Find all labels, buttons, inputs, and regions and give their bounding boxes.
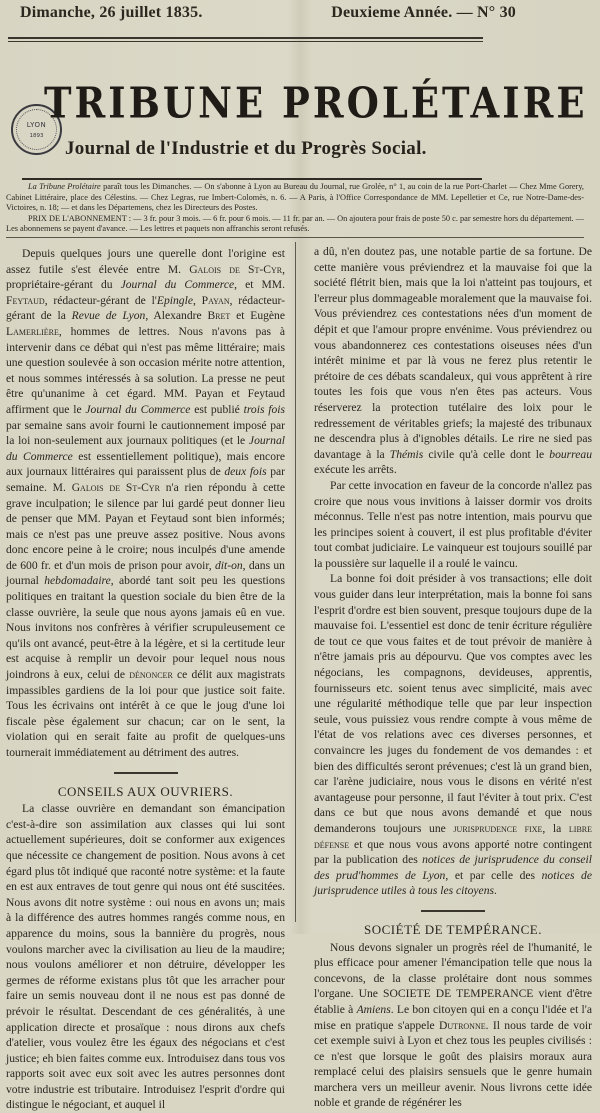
header-rule xyxy=(8,37,483,42)
issue-number: Deuxieme Année. — N° 30 xyxy=(331,4,516,21)
article-temperance-paragraph: Nous devons signaler un progrès réel de l'humanité, le plus efficace pour amener l'émancipation telle que nous la concevons, de la classe prolétaire dont nous sommes l'organe. Une SOCIETE DE TEMPERANCE vient d'être établie à Amiens. Le bon citoyen qui en a conçu l'idée et l'a mise en pratique s'appele Dutronne. Il nous tarde de voir cet exemple suivi à Lyon et chez tous les peuples civilisés : ce n'est que lorsque le goût des plaisirs moraux aura remplacé celui des plaisirs sensuels que le genre humain marchera vers un meilleur avenir. Nous livrons cette idée noble et grande de régénérer les xyxy=(314,940,593,1110)
article-bonne-foi-paragraph: La bonne foi doit présider à vos transactions; elle doit vous guider dans leur interprétation, mais la bonne foi sans l'esprit d'ordre est bien souvent, presque toujours dupe de la mauvaise foi. L'essentiel est donc de tenir écriture régulière de tout ce que vous faites et de tout prévoir de manière à n'être jamais pris au dépourvu. Que vos comptes avec les négocians, les compagnons, devideuses, apprentis, fournisseurs etc. soient tenus avec simplicité, mais avec une régularité méthodique telle que par leur inspection seule, vous puissiez vous rendre compte à vous même de l'état de vos relations avec ces diverses personnes, et convaincre les juges du fondement de vos demandes : et bien des difficultés seront prévenues; c'est là un grand bien, car l'arène judiciaire, nous vous le disons en vérité n'est avantageuse pour personne, il faut l'éviter à tout prix. C'est dans ce but que nous avons demandé et que nous demanderons toujours une jurisprudence fixe, la libre défense et que nous vous avons apporté notre contingent par la publication des notices de jurisprudence du conseil des prud'hommes de Lyon, et par celle des notices de jurisprudence utiles à tous les citoyens. xyxy=(314,572,593,898)
stamp-year: 1893 xyxy=(29,132,44,139)
notice-line-2: PRIX DE L'ABONNEMENT : — 3 fr. pour 3 mois. — 6 fr. pour 6 mois. — 11 fr. par an. — On ajoutera pour frais de poste 50 c. par semestre hors du département. — Les abonnemens se payent d'avance. — Les lettres et paquets non affranchis seront refusés. xyxy=(6,213,584,234)
notice-rule xyxy=(6,237,584,238)
article-concorde-paragraph: Par cette invocation en faveur de la concorde n'allez pas croire que nous vous invitions à laisser dormir vos droits méconnus. Telle n'est pas notre intention, mais pourvu que les principes soient à couvert, il est plus profitable d'éviter tout combat judiciaire. Le vainqueur est toujours souillé par la poussière sur laquelle il a roulé le vaincu. xyxy=(314,478,592,570)
dateline xyxy=(20,4,580,22)
article-continued-paragraph: a dû, n'en doutez pas, une notable partie de sa fortune. De cette manière vous préviendrez et la mauvaise foi que la société flétrit bien, mais que la loi n'atteint pas toujours, et l'erreur plus dommageable moralement que la mauvaise foi. Vous préviendrez ces contestations nées d'un moment de dépit et que l'amour propre envénime. Vous préviendrez ou vous abandonnerez ces contestations oiseuses nées d'un intérêt minime et par là vous ne ferez plus retentir le prétoire de ces débats scandaleux, qui vous apprêtent à rire toutes les fois que vous n'en êtes pas acteurs. Vous réserverez la protection tutélaire des loix pour le redressement de véritables griefs; la majesté des tribunaux ne descendra plus à d'ignobles détails. Le rire ne sied pas davantage à la Thémis civile qu'à celle dont le bourreau exécute les arrêts. xyxy=(314,245,592,477)
article-galois-paragraph: Depuis quelques jours une querelle dont l'origine est assez futile s'est élevée entre M. Galois de St-Cyr, propriétaire-gérant du Journal du Commerce, et MM. Feytaud, rédacteur-gérant de l'Epingle, Payan, rédacteur-gérant de la Revue de Lyon, Alexandre Bret et Eugène Lamerlière, hommes de lettres. Nous n'avons pas à intervenir dans ce débat qui n'est pas même littéraire; mais une question soulevée à son occasion mérite notre attention, et nous sommes intéressés à sa solution. La presse ne peut être qu'unanime à cet égard. MM. Payan et Feytaud affirment que le Journal du Commerce est publié trois fois par semaine sans avoir fourni le cautionnement imposé par la loi non-seulement aux journaux politiques (et le Journal du Commerce est essentiellement politique), mais encore aux journaux littéraires qui paraissent plus de deux fois par semaine. M. Galois de St-Cyr n'a rien répondu à cette grave inculpation; le silence par lui gardé peut donner lieu de penser que MM. Payan et Feytaud sont bien informés; mais ce n'est pas une preuve assez positive. Nous avons donc encore peine à le croire; nous inculpés d'une amende de 600 fr. et d'un mois de prison pour avoir, dit-on, dans un journal hebdomadaire, abordé tant soit peu les questions politiques en traitant la question sociale du bien être de la classe ouvrière, la seule que nous ayons jamais eû en vue. Nous invitons nos confrères à vérifier scrupuleusement ce qu'ils ont avancé, peut-être à la légère, et si la certitude leur est acquise à remplir un devoir pour lequel nous nous joindrons à eux, celui de dénoncer ce délit aux magistrats impassibles gardiens de la loi pour que justice soit faite. Tous les écrivains ont intérêt à ce que le joug d'une loi fiscale pèse également sur chacun; car on le sent, la violation qui en serait faite au profit de quelques-uns tournerait immédiatement au détriment des autres. xyxy=(6,247,286,759)
notice-text: paraît tous les Dimanches. — On s'abonne à Lyon au Bureau du Journal, rue Grolée, n° 1, au coin de la rue Port-Charlet — Chez Mme Gorery, Cabinet Littéraire, place des Célestins. — Chez Legras, rue Imbert-Colomès, n. 6. — A Paris, à l'Office Correspondance de MM. Lepelletier et Ce, rue Notre-Dame-des-Victoires, n. 18; — et dans les Départemens, chez les Directeurs des Postes. xyxy=(6,182,584,213)
notice-journal-name: La Tribune Prolétaire xyxy=(28,182,101,191)
notice-line-1 xyxy=(6,182,584,214)
section-divider xyxy=(421,910,485,912)
masthead-rule xyxy=(22,178,482,180)
left-column xyxy=(6,246,285,1113)
masthead-subtitle: Journal de l'Industrie et du Progrès Social. xyxy=(65,138,427,159)
section-title-conseils: CONSEILS AUX OUVRIERS. xyxy=(57,783,234,799)
issue-date: Dimanche, 26 juillet 1835. xyxy=(20,4,203,21)
stamp-city: LYON xyxy=(26,120,47,129)
article-conseils-paragraph: La classe ouvrière en demandant son émancipation c'est-à-dire son assimilation aux classes qui lui sont actuellement supérieures, doit se conformer aux exigences que nécessite ce changement de position. Nous avons à cet égard plus tôt indiqué que raconté notre système: et la faute en est aux entraves de tout genre qui nous ont été suscitées. Nous avons dit notre système : oui nous en avons un; mais à la différence des autres hommes rangés comme nous, en apparence du moins, sous la bannière du progrès, nous voulons marcher avec la civilisation au lieu de la maudire; nous voulons améliorer et non détruire, développer les germes de réforme existans plus tôt que les arracher pour faire un semis nouveau dont il ne nous est pas donné de prévoir le résultat. Descendant de ces généralités, à une application directe et prosaïque : nous dirons aux chefs d'atelier, vous voulez être les égaux des négocians et c'est justice; eh bien faites comme eux. Introduisez dans tous vos rapports soit avec eux soit avec les autres personnes dont votre industrie est tributaire. Introduisez l'esprit d'ordre qui distingue le négociant, et auquel il xyxy=(6,802,285,1112)
right-column xyxy=(314,244,592,1111)
column-divider xyxy=(295,242,296,922)
subscription-notice xyxy=(6,182,584,235)
section-title-temperance: SOCIÉTÉ DE TEMPÉRANCE. xyxy=(364,921,542,937)
masthead-title: TRIBUNE PROLÉTAIRE xyxy=(44,77,588,128)
section-divider xyxy=(114,772,178,774)
